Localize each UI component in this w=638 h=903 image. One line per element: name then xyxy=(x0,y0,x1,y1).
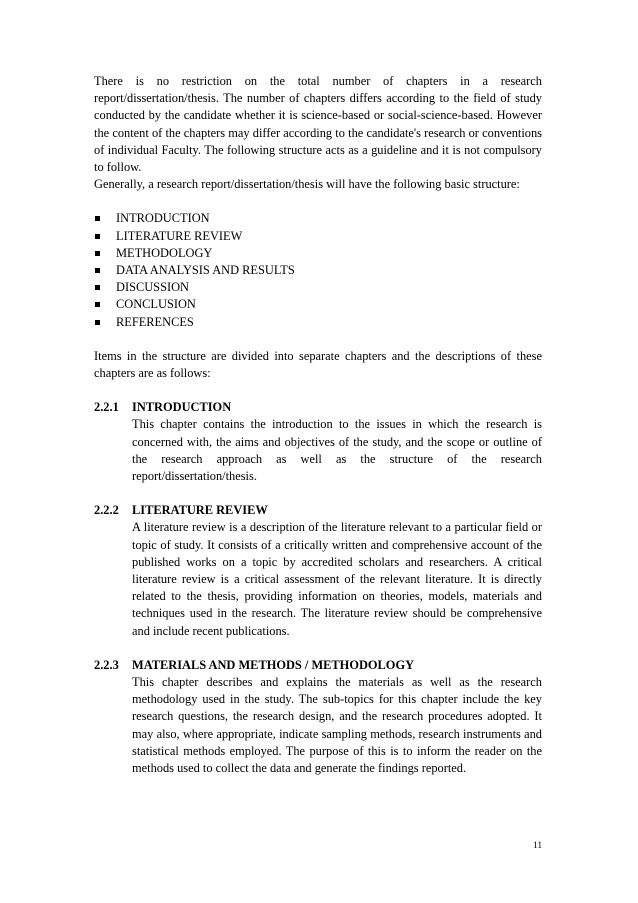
square-bullet-icon xyxy=(95,251,100,256)
list-item-label: CONCLUSION xyxy=(116,297,196,312)
section-body: A literature review is a description of the literature relevant to a particular field or topic of study. It consists of a critically written and comprehensive account of the published works on a topic by accredited scholars and researchers. A critical literature review is a critical assessment of the relevant literature. It is directly related to the thesis, providing information on theories, models, materials and techniques used in the research. The literature review should be comprehensive and include recent publications. xyxy=(132,520,542,638)
list-item xyxy=(94,210,542,227)
square-bullet-icon xyxy=(95,268,100,273)
list-item xyxy=(94,314,542,331)
section-title: INTRODUCTION xyxy=(132,400,232,415)
page-number: 11 xyxy=(533,841,543,851)
square-bullet-icon xyxy=(95,234,100,239)
structure-list xyxy=(94,210,542,330)
list-item-label: DATA ANALYSIS AND RESULTS xyxy=(116,262,295,277)
list-item xyxy=(94,296,542,313)
section-number: 2.2.3 xyxy=(94,657,119,672)
document-page xyxy=(94,73,542,777)
list-item-label: DISCUSSION xyxy=(116,280,189,295)
square-bullet-icon xyxy=(95,285,100,290)
list-item xyxy=(94,279,542,296)
intro-paragraph: There is no restriction on the total number of chapters in a research report/dissertation/thesis. The number of chapters differs according to the field of study conducted by the candidate whether it is science-based or social-science-based. However the content of the chapters may differ according to the candidate's research or conventions of individual Faculty. The following structure acts as a guideline and it is not compulsory to follow. xyxy=(94,74,542,175)
square-bullet-icon xyxy=(95,320,100,325)
structure-lead-in: Generally, a research report/dissertation/thesis will have the following basic structure: xyxy=(94,177,520,192)
list-item-label: METHODOLOGY xyxy=(116,245,213,260)
section-body: This chapter describes and explains the materials as well as the research methodology used in the study. The sub-topics for this chapter include the key research questions, the research design, and the research procedures adopted. It may also, where appropriate, indicate sampling methods, research instruments and statistical methods employed. The purpose of this is to inform the reader on the methods used to collect the data and generate the findings reported. xyxy=(132,674,542,775)
list-item xyxy=(94,228,542,245)
section-introduction xyxy=(94,399,542,485)
section-methodology xyxy=(94,657,542,777)
section-heading xyxy=(94,502,542,519)
section-body: This chapter contains the introduction to the issues in which the research is concerned with, the aims and objectives of the study, and the scope or outline of the research approach as well as the structure of the research report/dissertation/thesis. xyxy=(132,417,542,483)
section-number: 2.2.2 xyxy=(94,503,119,518)
section-heading xyxy=(94,399,542,416)
list-item-label: LITERATURE REVIEW xyxy=(116,228,243,243)
chapters-description: Items in the structure are divided into separate chapters and the descriptions of these chapters are as follows: xyxy=(94,348,542,380)
section-literature-review xyxy=(94,502,542,640)
section-heading xyxy=(94,657,542,674)
square-bullet-icon xyxy=(95,302,100,307)
list-item-label: INTRODUCTION xyxy=(116,211,210,226)
list-item xyxy=(94,245,542,262)
square-bullet-icon xyxy=(95,216,100,221)
section-title: MATERIALS AND METHODS / METHODOLOGY xyxy=(132,657,415,672)
section-number: 2.2.1 xyxy=(94,400,119,415)
section-title: LITERATURE REVIEW xyxy=(132,503,268,518)
list-item-label: REFERENCES xyxy=(116,314,194,329)
list-item xyxy=(94,262,542,279)
